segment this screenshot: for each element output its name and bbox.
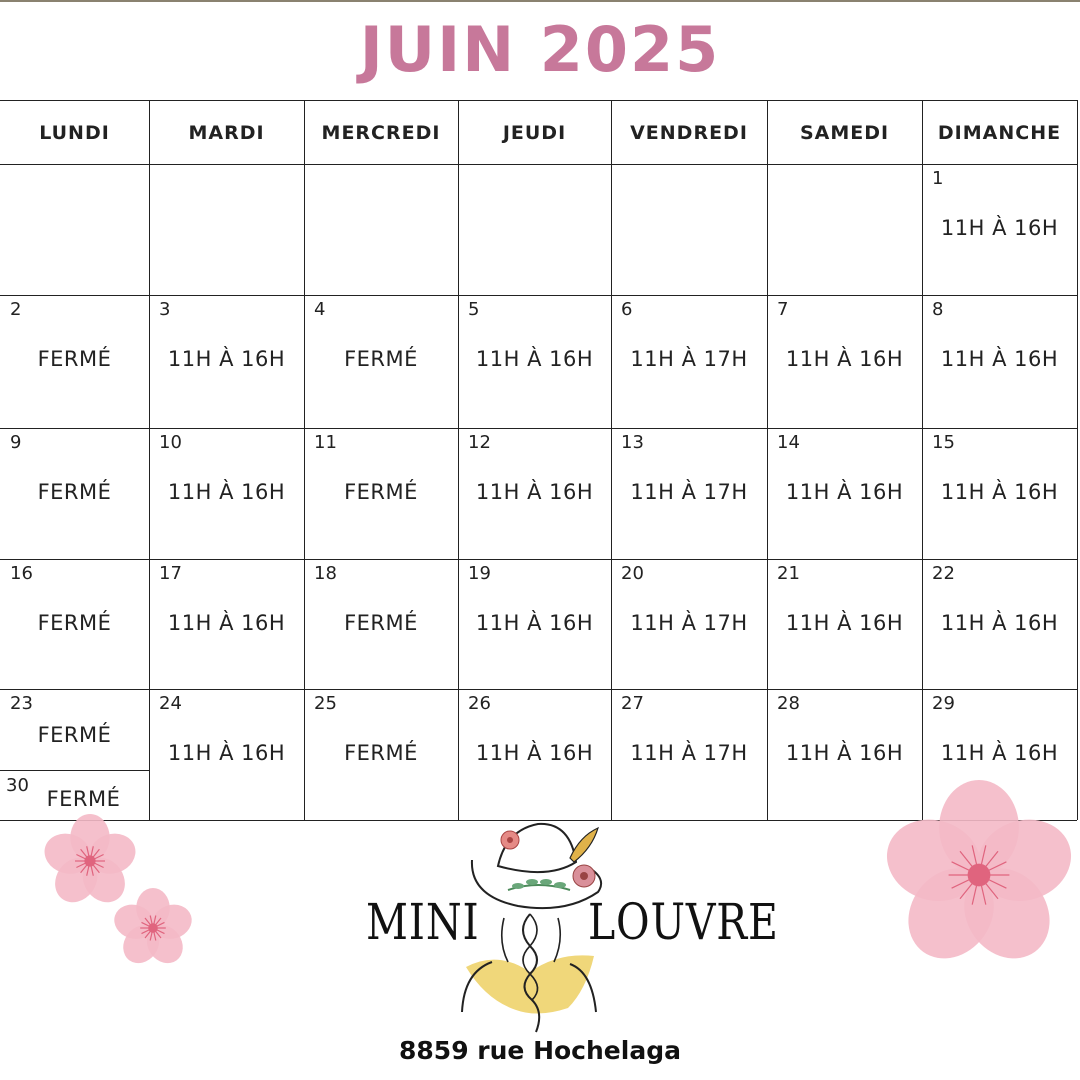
day-number: 26 [468, 693, 491, 714]
opening-hours: 11H À 16H [785, 480, 904, 504]
opening-hours: 11H À 16H [167, 741, 286, 765]
opening-hours: 11H À 17H [630, 347, 748, 371]
weekday-header: LUNDI [39, 122, 110, 144]
day-number: 14 [777, 432, 800, 453]
weekday-header: VENDREDI [630, 122, 748, 144]
day-number: 15 [932, 432, 955, 453]
day-number: 30 [6, 775, 29, 796]
day-number: 3 [159, 299, 171, 320]
grid-line-horizontal [0, 559, 1077, 560]
opening-hours: 11H À 16H [475, 480, 594, 504]
day-number: 20 [621, 563, 644, 584]
opening-hours: 11H À 16H [167, 611, 286, 635]
opening-hours: 11H À 16H [940, 347, 1059, 371]
grid-line-vertical [458, 100, 459, 820]
grid-line-vertical [611, 100, 612, 820]
opening-hours: 11H À 16H [785, 347, 904, 371]
opening-hours: FERMÉ [37, 347, 112, 371]
day-number: 17 [159, 563, 182, 584]
opening-hours: 11H À 17H [630, 741, 748, 765]
day-number: 11 [314, 432, 337, 453]
cherry-blossom-left-small-icon [112, 888, 194, 968]
logo-text-louvre: LOUVRE [588, 893, 779, 951]
opening-hours: FERMÉ [37, 611, 112, 635]
opening-hours: 11H À 16H [167, 347, 286, 371]
opening-hours: 11H À 16H [940, 741, 1059, 765]
cherry-blossom-right-icon [882, 780, 1076, 970]
day-number: 25 [314, 693, 337, 714]
logo-text-mini: MINI [366, 893, 480, 951]
grid-line-horizontal [0, 770, 149, 771]
day-number: 13 [621, 432, 644, 453]
grid-line-vertical [149, 100, 150, 820]
weekday-header: MARDI [188, 122, 265, 144]
grid-line-horizontal [0, 428, 1077, 429]
day-number: 5 [468, 299, 480, 320]
grid-line-vertical [767, 100, 768, 820]
weekday-header: JEUDI [502, 122, 567, 144]
grid-line-horizontal [0, 295, 1077, 296]
grid-line-vertical [304, 100, 305, 820]
grid-line-horizontal [0, 164, 1077, 165]
day-number: 28 [777, 693, 800, 714]
day-number: 7 [777, 299, 789, 320]
opening-hours: FERMÉ [37, 723, 112, 747]
grid-line-horizontal [0, 689, 1077, 690]
opening-hours: FERMÉ [344, 480, 418, 504]
opening-hours: 11H À 17H [630, 611, 748, 635]
opening-hours: 11H À 16H [167, 480, 286, 504]
weekday-header: DIMANCHE [937, 122, 1062, 144]
opening-hours: FERMÉ [37, 480, 112, 504]
grid-line-vertical [1077, 100, 1078, 820]
day-number: 16 [10, 563, 33, 584]
opening-hours: 11H À 16H [785, 741, 904, 765]
day-number: 27 [621, 693, 644, 714]
opening-hours: 11H À 16H [475, 611, 594, 635]
day-number: 10 [159, 432, 182, 453]
opening-hours: FERMÉ [344, 611, 418, 635]
opening-hours: FERMÉ [46, 787, 121, 811]
day-number: 18 [314, 563, 337, 584]
opening-hours: 11H À 16H [940, 216, 1059, 240]
woman-with-hat-logo-icon [458, 822, 604, 1034]
month-title: JUIN 2025 [359, 13, 721, 86]
grid-line-vertical [922, 100, 923, 820]
day-number: 1 [932, 168, 944, 189]
address: 8859 rue Hochelaga [399, 1036, 681, 1065]
weekday-header: SAMEDI [799, 122, 890, 144]
day-number: 23 [10, 693, 33, 714]
top-border [0, 0, 1080, 2]
day-number: 21 [777, 563, 800, 584]
day-number: 6 [621, 299, 633, 320]
opening-hours: FERMÉ [344, 347, 418, 371]
opening-hours: FERMÉ [344, 741, 418, 765]
day-number: 4 [314, 299, 326, 320]
day-number: 8 [932, 299, 944, 320]
opening-hours: 11H À 16H [940, 611, 1059, 635]
opening-hours: 11H À 16H [940, 480, 1059, 504]
day-number: 19 [468, 563, 491, 584]
day-number: 2 [10, 299, 22, 320]
day-number: 24 [159, 693, 182, 714]
day-number: 9 [10, 432, 22, 453]
opening-hours: 11H À 16H [785, 611, 904, 635]
opening-hours: 11H À 16H [475, 347, 594, 371]
opening-hours: 11H À 17H [630, 480, 748, 504]
day-number: 12 [468, 432, 491, 453]
day-number: 22 [932, 563, 955, 584]
day-number: 29 [932, 693, 955, 714]
weekday-header: MERCREDI [321, 122, 441, 144]
opening-hours: 11H À 16H [475, 741, 594, 765]
